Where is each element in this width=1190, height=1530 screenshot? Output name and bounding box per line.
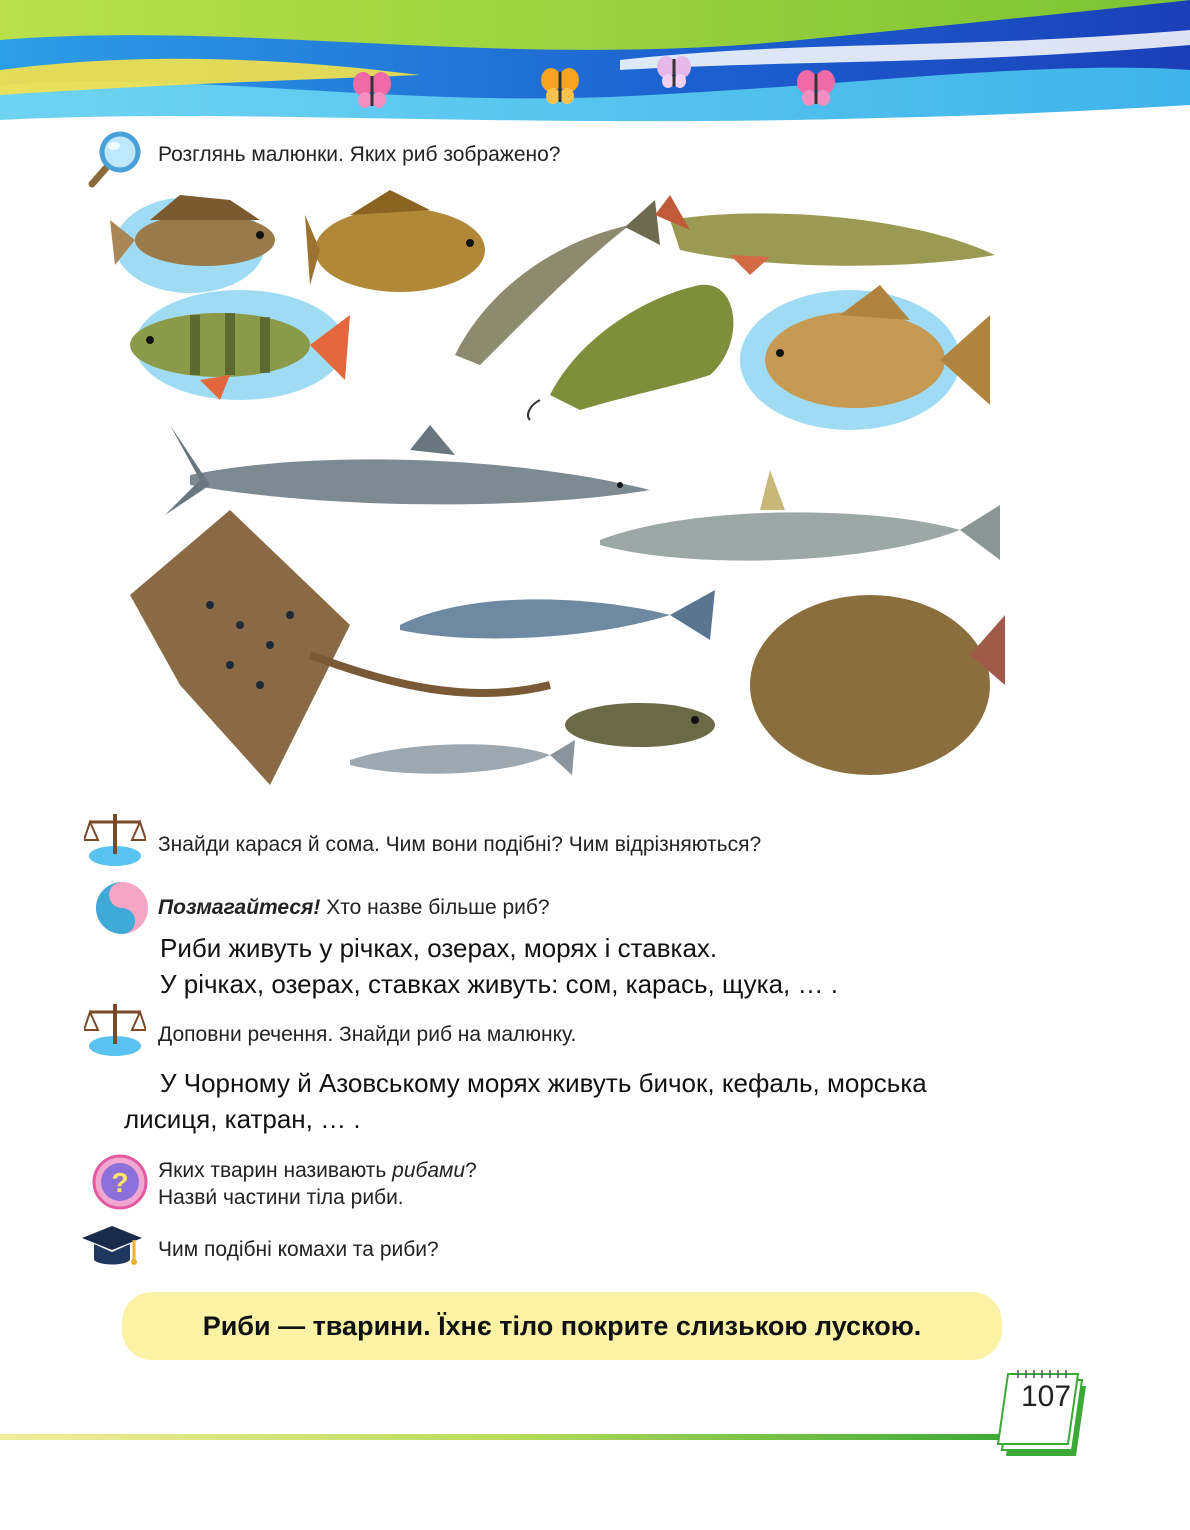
instruction-question-2: Назви́ частини тіла риби.: [158, 1186, 404, 1209]
fish-illustration: [110, 185, 1010, 805]
sea-line-2: лисиця, катран, … .: [124, 1104, 361, 1134]
compete-rest-label: Хто назве більше риб?: [320, 896, 550, 919]
crucian-carp-fish: [305, 190, 485, 292]
instruction-think: Чим подібні комахи та риби?: [158, 1238, 439, 1261]
compete-bold-label: Позмагайтеся!: [158, 896, 321, 919]
butterfly-icon: [541, 68, 579, 104]
graduation-cap-icon: [80, 1220, 142, 1282]
summary-box: [122, 1292, 1002, 1360]
scales-icon: [84, 806, 146, 868]
body-line-1: Риби живуть у річках, озерах, морях і ставках.: [160, 933, 718, 963]
bottom-divider-line: [0, 1432, 1010, 1442]
instruction-compare: Знайди карася й сома. Чим вони подібні? Чим відрізняються?: [158, 833, 762, 856]
summary-text: Риби — тварини. Їхнє тіло покрите слизькою лускою.: [202, 1310, 922, 1341]
goby-fish: [565, 703, 715, 747]
page-number: 107: [1020, 1380, 1072, 1413]
sea-line-1: У Чорному й Азовському морях живуть бичок, кефаль, морська: [160, 1068, 927, 1098]
mackerel-fish: [400, 590, 715, 640]
sprat-fish: [350, 740, 575, 775]
instruction-question-1: [158, 1158, 477, 1184]
question-text-a: Яких тварин називають: [158, 1159, 393, 1182]
catfish-fish: [528, 285, 733, 420]
instruction-complete: Доповни речення. Знайди риб на малюнку.: [158, 1023, 577, 1046]
body-line-2: У річках, озерах, ставках живуть: сом, карась, щука, … .: [160, 969, 838, 999]
instruction-observe: Розглянь малюнки. Яких риб зображено?: [158, 143, 561, 166]
scales-icon: [84, 996, 146, 1058]
question-keyword: рибами: [392, 1159, 466, 1182]
flounder-fish: [750, 595, 1005, 775]
magnifier-icon: [86, 128, 148, 190]
thornback-ray-fish: [130, 510, 550, 785]
question-icon: [90, 1152, 152, 1214]
pair-work-icon: [92, 878, 154, 940]
butterfly-icon: [797, 70, 835, 106]
header-wave-band: [0, 0, 1190, 160]
pike-fish: [655, 195, 995, 275]
question-text-b: ?: [465, 1159, 477, 1182]
spiny-dogfish-shark: [165, 425, 650, 515]
svg-text:?: ?: [111, 1167, 129, 1198]
instruction-compete: [158, 895, 550, 921]
butterfly-icon: [353, 72, 391, 108]
mullet-fish: [600, 470, 1000, 561]
